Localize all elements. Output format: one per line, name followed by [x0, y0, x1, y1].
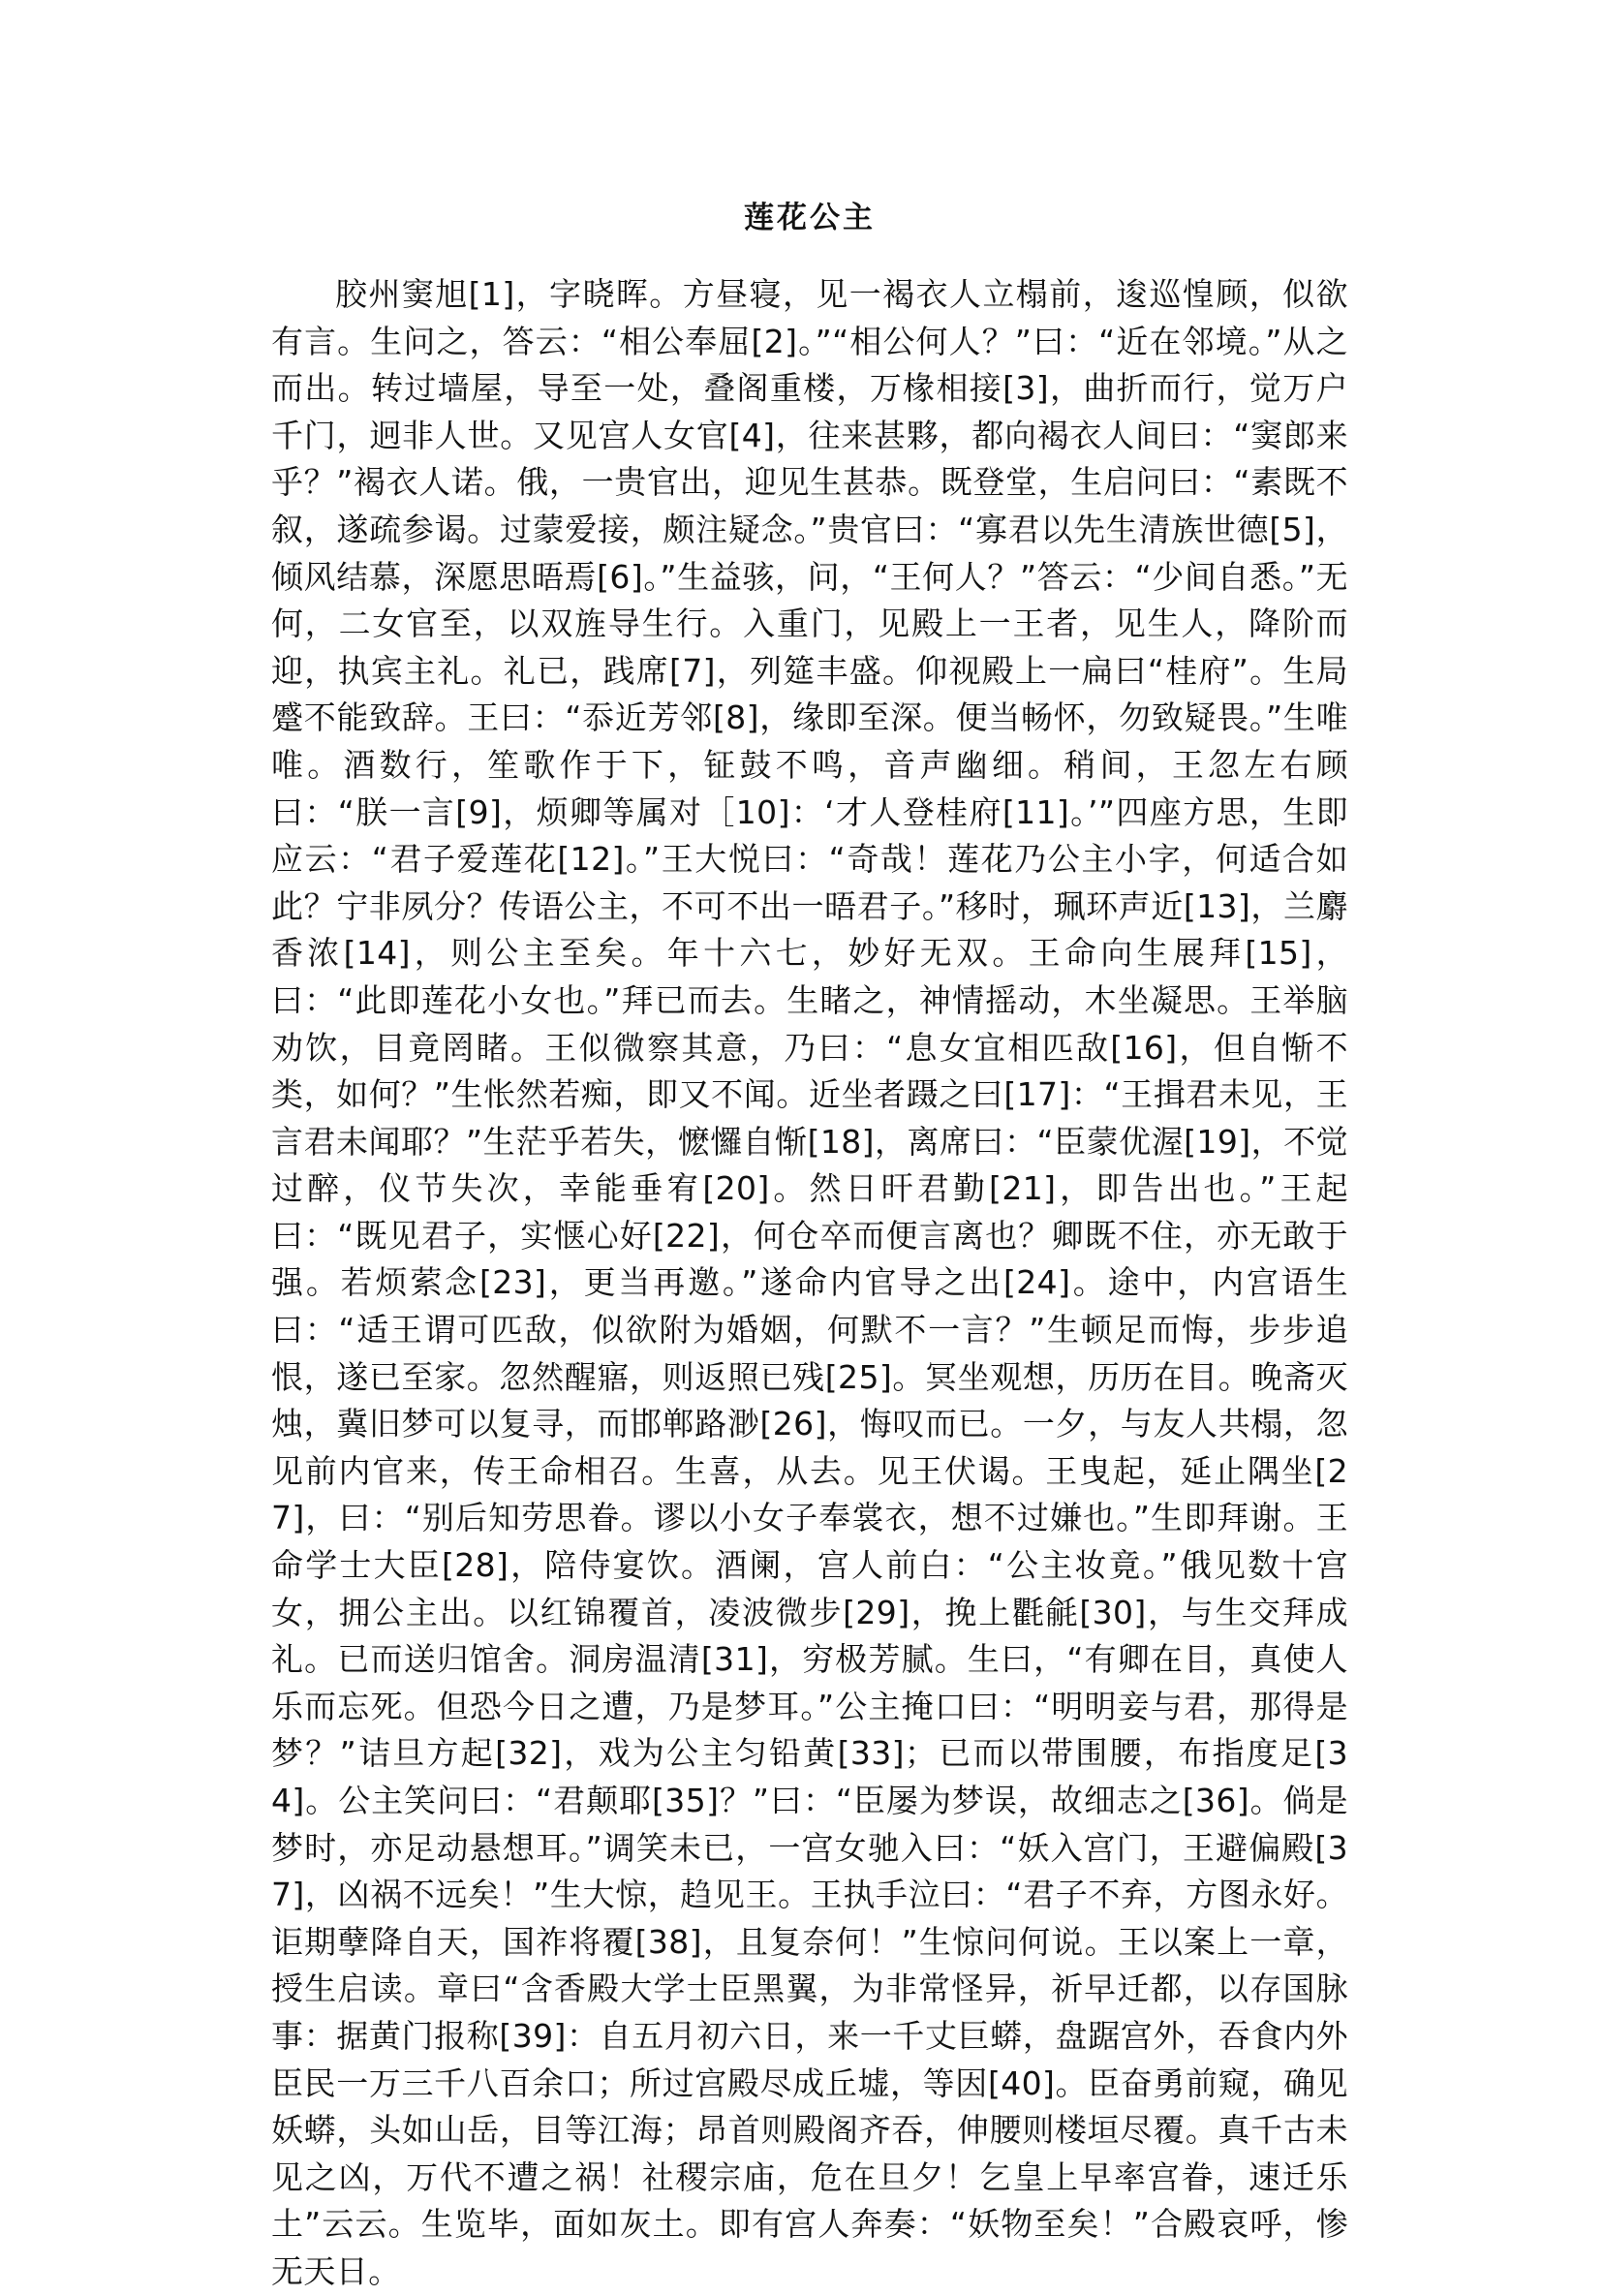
document-title: 莲花公主	[744, 201, 876, 235]
document-page	[271, 199, 1348, 2296]
body-paragraph: 胶州窦旭[1]，字晓晖。方昼寝，见一褐衣人立榻前，逡巡惶顾，似欲有言。生问之，答云：“相公奉屈[2]。”“相公何人？”曰：“近在邻境。”从之而出。转过墙屋，导至一处，叠阁重楼，万椽相接[3]，曲折而行，觉万户千门，迥非人世。又见宫人女官[4]，往来甚夥，都向褐衣人间曰：“窦郎来乎？”褐衣人诺。俄，一贵官出，迎见生甚恭。既登堂，生启问曰：“素既不叙，遂疏参谒。过蒙爱接，颇注疑念。”贵官曰：“寡君以先生清族世德[5]，倾风结慕，深愿思晤焉[6]。”生益骇，问，“王何人？”答云：“少间自悉。”无何，二女官至，以双旌导生行。入重门，见殿上一王者，见生人，降阶而迎，执宾主礼。礼已，践席[7]，列筵丰盛。仰视殿上一扁曰“桂府”。生局蹙不能致辞。王曰：“忝近芳邻[8]，缘即至深。便当畅怀，勿致疑畏。”生唯唯。酒数行，笙歌作于下，钲鼓不鸣，音声幽细。稍间，王忽左右顾曰：“朕一言[9]，烦卿等属对［10]：‘才人登桂府[11]。’”四座方思，生即应云：“君子爱莲花[12]。”王大悦曰：“奇哉！莲花乃公主小字，何适合如此？宁非夙分？传语公主，不可不出一晤君子。”移时，珮环声近[13]，兰麝香浓[14]，则公主至矣。年十六七，妙好无双。王命向生展拜[15]，曰：“此即莲花小女也。”拜已而去。生睹之，神情摇动，木坐凝思。王举脑劝饮，目竟罔睹。王似微察其意，乃曰：“息女宜相匹敌[16]，但自惭不类，如何？”生怅然若痴，即又不闻。近坐者蹑之曰[17]：“王揖君未见，王言君未闻耶？”生茫乎若失，懡㦬自惭[18]，离席曰：“臣蒙优渥[19]，不觉过醉，仪节失次，幸能垂宥[20]。然日旰君勤[21]，即告出也。”王起曰：“既见君子，实惬心好[22]，何仓卒而便言离也？卿既不住，亦无敢于强。若烦萦念[23]，更当再邀。”遂命内官导之出[24]。途中，内宫语生曰：“适王谓可匹敌，似欲附为婚姻，何默不一言？”生顿足而悔，步步追恨，遂已至家。忽然醒寤，则返照已残[25]。冥坐观想，历历在目。晚斋灭烛，冀旧梦可以复寻，而邯郸路渺[26]，悔叹而已。一夕，与友人共榻，忽见前内官来，传王命相召。生喜，从去。见王伏谒。王曳起，延止隅坐[27]，曰：“别后知劳思眷。谬以小女子奉裳衣，想不过嫌也。”生即拜谢。王命学士大臣[28]，陪侍宴饮。酒阑，宫人前白：“公主妆竟。”俄见数十宫女，拥公主出。以红锦覆首，凌波微步[29]，挽上氍毹[30]，与生交拜成礼。已而送归馆舍。洞房温清[31]，穷极芳腻。生曰，“有卿在目，真使人乐而忘死。但恐今日之遭，乃是梦耳。”公主掩口曰：“明明妾与君，那得是梦？”诘旦方起[32]，戏为公主匀铅黄[33]；已而以带围腰，布指度足[34]。公主笑问曰：“君颠耶[35]？”曰：“臣屡为梦误，故细志之[36]。倘是梦时，亦足动悬想耳。”调笑未已，一宫女驰入曰：“妖入宫门，王避偏殿[37]，凶祸不远矣！”生大惊，趋见王。王执手泣曰：“君子不弃，方图永好。讵期孽降自天，国祚将覆[38]，且复奈何！”生惊问何说。王以案上一章，授生启读。章曰“含香殿大学士臣黑翼，为非常怪异，祈早迁都，以存国脉事：据黄门报称[39]：自五月初六日，来一千丈巨蟒，盘踞宫外，吞食内外臣民一万三千八百余口；所过宫殿尽成丘墟，等因[40]。臣奋勇前窥，确见妖蟒，头如山岳，目等江海；昂首则殿阁齐吞，伸腰则楼垣尽覆。真千古未见之凶，万代不遭之祸！社稷宗庙，危在旦夕！乞皇上早率宫眷，速迁乐土”云云。生览毕，面如灰土。即有宫人奔奏：“妖物至矣！”合殿哀呼，惨无天日。	[271, 275, 1348, 2290]
